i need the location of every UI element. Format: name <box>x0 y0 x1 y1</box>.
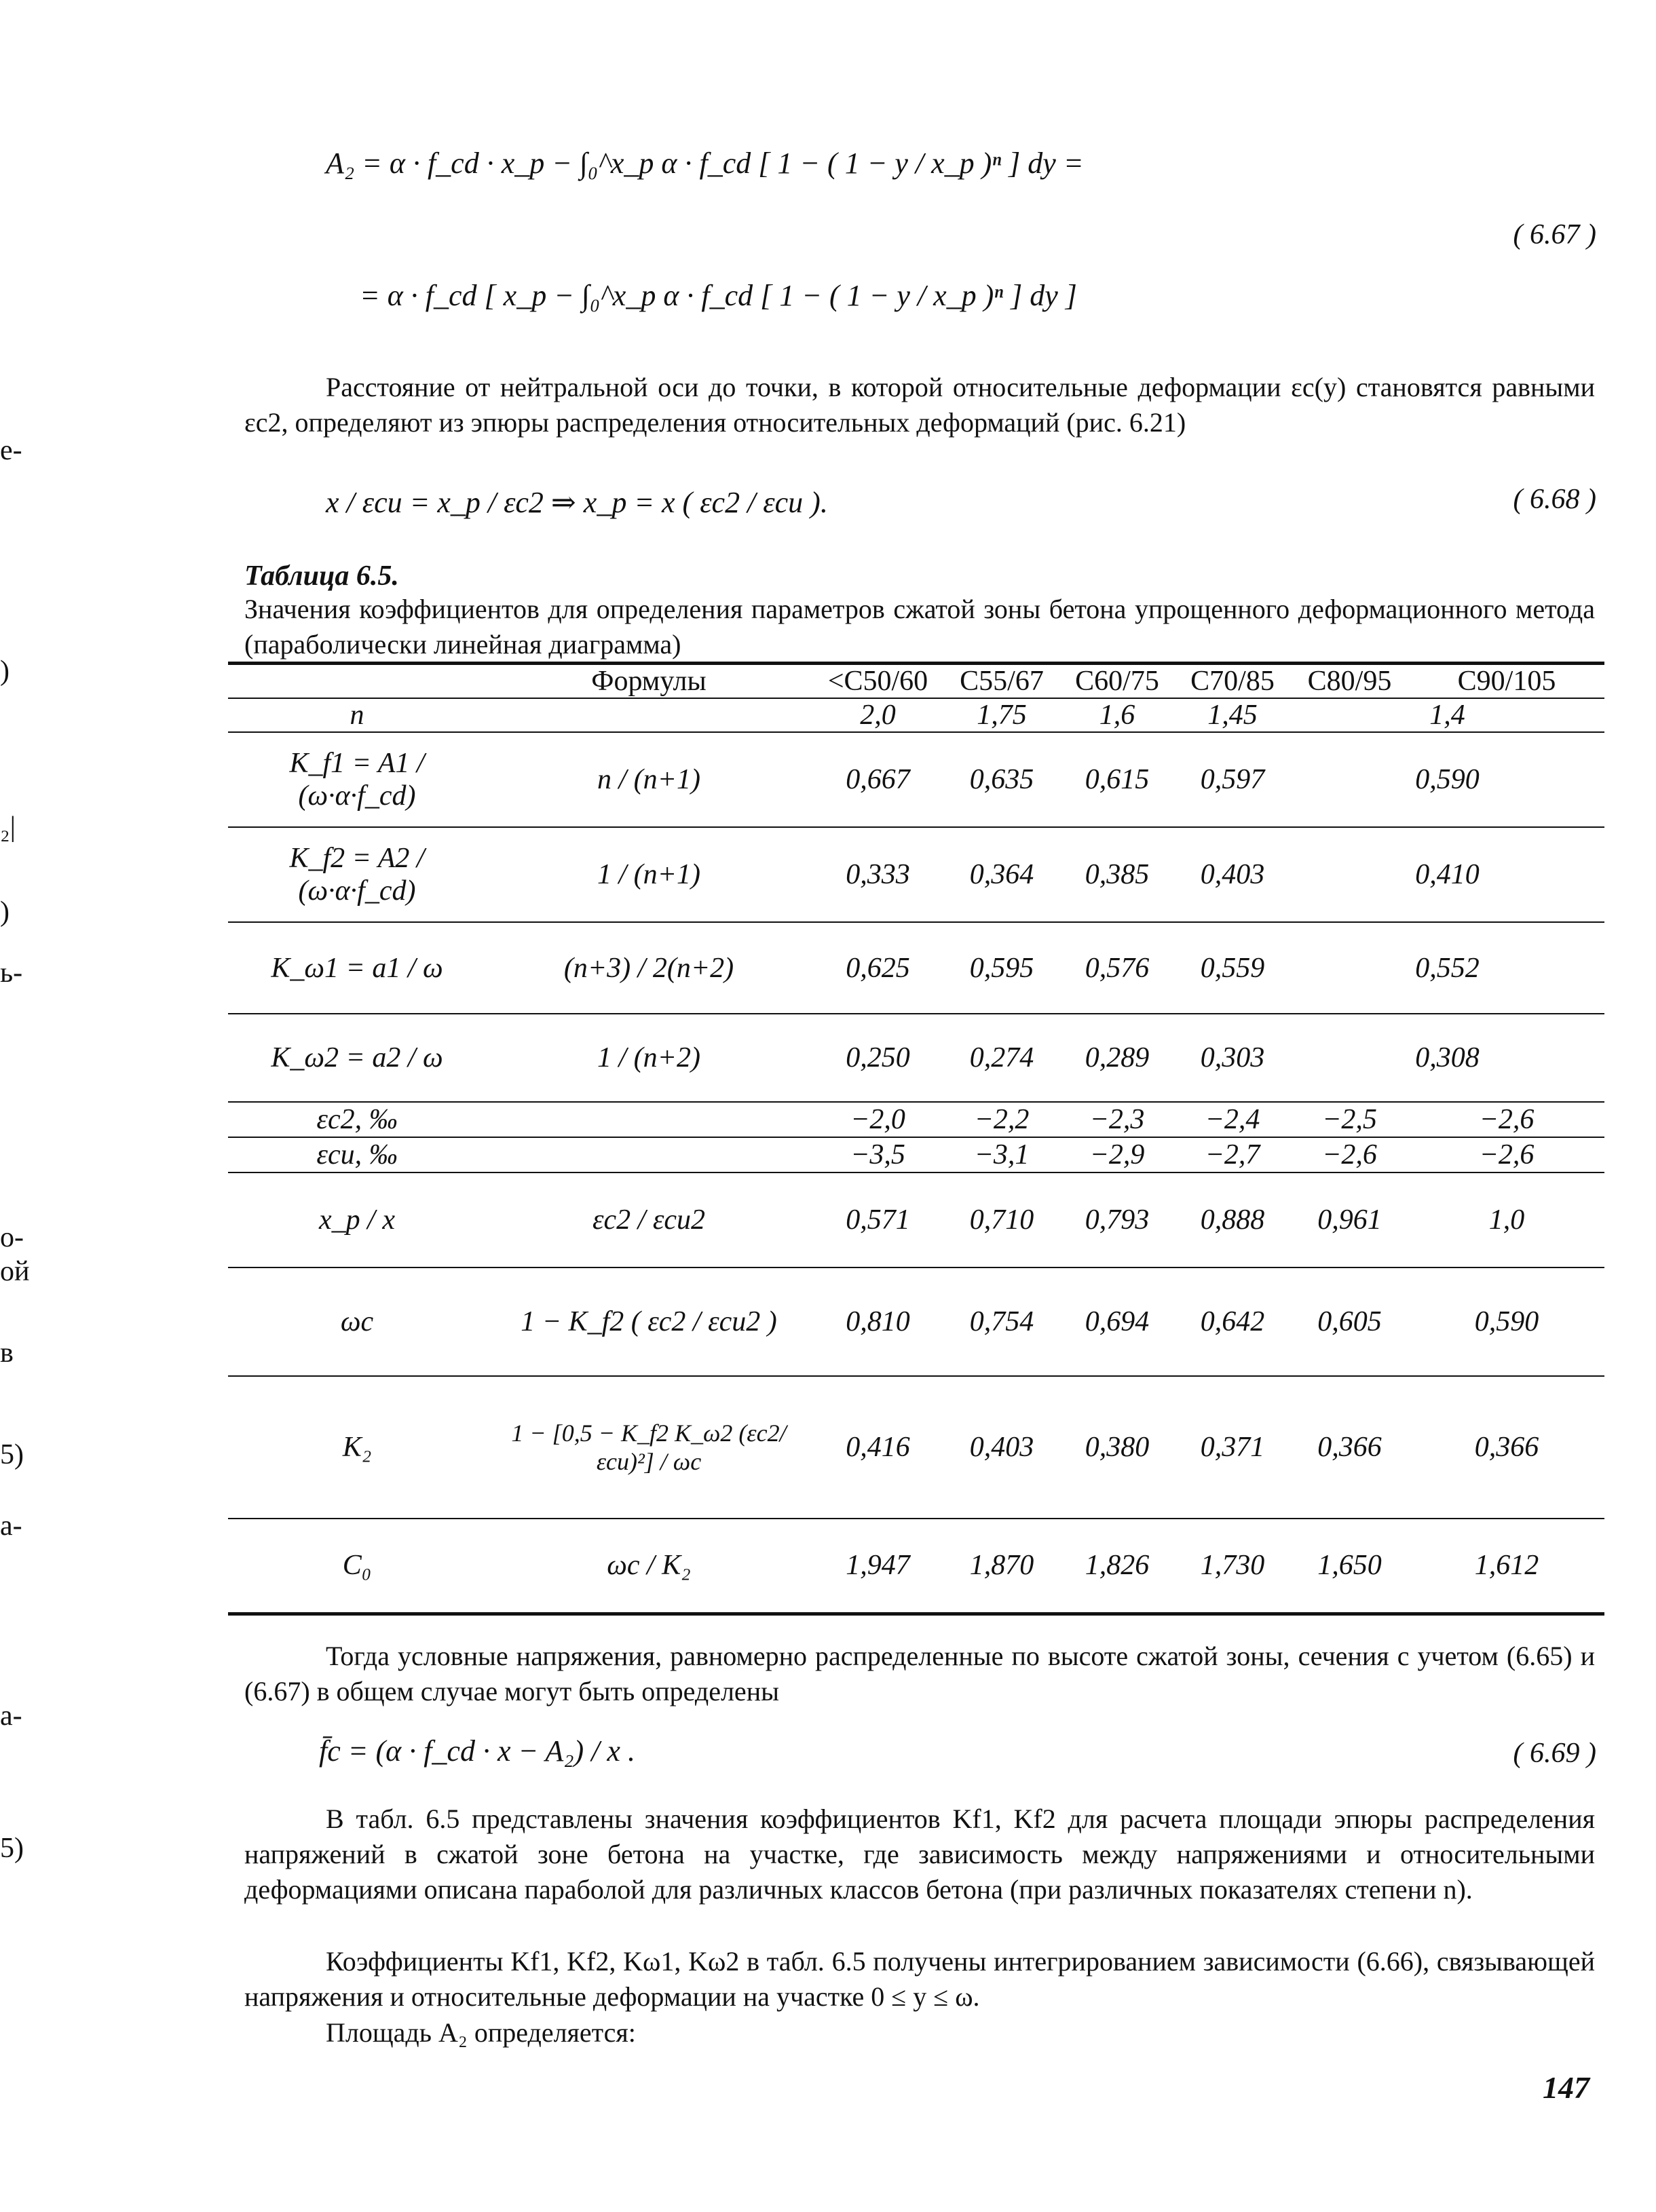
coefficients-table <box>228 662 1604 1616</box>
formula-omega-c: 1 − K_f2 ( εc2 / εcu2 ) <box>486 1267 812 1376</box>
cell-value: 0,754 <box>944 1267 1059 1376</box>
row-label-k2: K₂ <box>228 1376 486 1519</box>
cell-value: 0,961 <box>1290 1172 1409 1267</box>
cell-value: 0,793 <box>1059 1172 1175 1267</box>
cell-value: −2,5 <box>1290 1102 1409 1137</box>
margin-fragment: ь- <box>0 957 23 989</box>
page-number: 147 <box>1543 2070 1589 2105</box>
cell-value: −3,5 <box>812 1137 944 1172</box>
cell-value: −2,4 <box>1175 1102 1290 1137</box>
cell-value: 1,650 <box>1317 1550 1382 1582</box>
cell-value: 0,380 <box>1059 1376 1175 1519</box>
paragraph-table-description: В табл. 6.5 представлены значения коэффициентов Kf1, Kf2 для расчета площади эпюры распределения напряжений в сжатой зоне бетона на участке, где зависимость между напряжениями и относительными деформациями описана параболой для различных классов бетона (при различных показателях степени n). <box>244 1804 1595 1905</box>
margin-fragment: ) <box>0 655 10 687</box>
cell-value: 0,385 <box>1059 827 1175 922</box>
cell-value: 0,642 <box>1175 1267 1290 1376</box>
row-label-eps-c2: εc2, ‰ <box>228 1102 486 1137</box>
paragraph-distance: Расстояние от нейтральной оси до точки, в которой относительные деформации εc(y) становятся равными εc2, определяют из эпюры распределения относительных деформаций (рис. 6.21) <box>244 372 1595 438</box>
cell-value: −2,0 <box>812 1102 944 1137</box>
cell-value: −2,2 <box>944 1102 1059 1137</box>
header-class: C55/67 <box>944 664 1059 699</box>
cell-value: 0,590 <box>1290 732 1604 827</box>
cell-value: 0,333 <box>812 827 944 922</box>
row-label-kf1: K_f1 = A1 / (ω·α·f_cd) <box>228 732 486 827</box>
formula-kw2: 1 / (n+2) <box>486 1014 812 1102</box>
cell-value: 0,595 <box>944 922 1059 1014</box>
row-label-kw1: K_ω1 = a1 / ω <box>228 922 486 1014</box>
margin-fragment: а- <box>0 1510 22 1542</box>
formula-c0: ωc / K₂ <box>607 1550 691 1582</box>
row-label-omega-c: ωc <box>228 1267 486 1376</box>
cell-value: 0,559 <box>1175 922 1290 1014</box>
cell-value: −3,1 <box>944 1137 1059 1172</box>
row-label-xp-x: x_p / x <box>228 1172 486 1267</box>
cell-value: 1,947 <box>846 1550 910 1582</box>
equation-6-67-line-1: A₂ = α · f_cd · x_p − ∫₀^x_p α · f_cd [ 1 − ( 1 − y / x_p )ⁿ ] dy = <box>326 147 1084 180</box>
cell-value: 0,888 <box>1175 1172 1290 1267</box>
formula-kf2: 1 / (n+1) <box>486 827 812 922</box>
cell-value: 0,403 <box>1175 827 1290 922</box>
cell-value: 0,289 <box>1059 1014 1175 1102</box>
row-label-kf2: K_f2 = A2 / (ω·α·f_cd) <box>228 827 486 922</box>
table-caption: Значения коэффициентов для определения параметров сжатой зоны бетона упрощенного деформационного метода (параболически линейная диаграмма) <box>244 594 1595 660</box>
cell-value: −2,7 <box>1175 1137 1290 1172</box>
cell-value: −2,6 <box>1290 1137 1409 1172</box>
cell-value: −2,9 <box>1059 1137 1175 1172</box>
cell-value: 0,605 <box>1290 1267 1409 1376</box>
cell-value: 0,403 <box>944 1376 1059 1519</box>
margin-fragment: ₂| <box>0 812 16 843</box>
n-value: 1,6 <box>1059 698 1175 732</box>
cell-value: 0,576 <box>1059 922 1175 1014</box>
cell-value: 1,730 <box>1200 1550 1265 1582</box>
n-value: 1,45 <box>1175 698 1290 732</box>
cell-value: 0,615 <box>1059 732 1175 827</box>
cell-value: 0,366 <box>1290 1376 1409 1519</box>
n-value: 2,0 <box>812 698 944 732</box>
cell-value: 0,552 <box>1290 922 1604 1014</box>
formula-kw1: (n+3) / 2(n+2) <box>486 922 812 1014</box>
cell-value: −2,6 <box>1409 1137 1604 1172</box>
cell-value: −2,3 <box>1059 1102 1175 1137</box>
header-class: C60/75 <box>1059 664 1175 699</box>
cell-value: 0,410 <box>1290 827 1604 922</box>
equation-number-6-67: ( 6.67 ) <box>1513 219 1596 250</box>
cell-value: 0,571 <box>812 1172 944 1267</box>
cell-value: 0,274 <box>944 1014 1059 1102</box>
margin-fragment: е- <box>0 435 22 466</box>
equation-number-6-69: ( 6.69 ) <box>1513 1738 1596 1769</box>
cell-value: 0,371 <box>1175 1376 1290 1519</box>
cell-value: 0,416 <box>812 1376 944 1519</box>
equation-6-69: f̄c = (α · f_cd · x − A₂) / x . <box>319 1734 635 1768</box>
n-value: 1,75 <box>944 698 1059 732</box>
formula-kf1: n / (n+1) <box>486 732 812 827</box>
cell-value: 0,694 <box>1059 1267 1175 1376</box>
cell-value: 0,590 <box>1409 1267 1604 1376</box>
cell-value: 0,597 <box>1175 732 1290 827</box>
cell-value: 0,366 <box>1409 1376 1604 1519</box>
cell-value: 0,667 <box>812 732 944 827</box>
table-label: Таблица 6.5. <box>244 560 399 592</box>
row-label-c0: C₀ <box>342 1550 372 1582</box>
margin-fragment: ) <box>0 896 10 928</box>
cell-value: 0,364 <box>944 827 1059 922</box>
row-label-n: n <box>228 698 486 732</box>
formula-xp-x: εc2 / εcu2 <box>486 1172 812 1267</box>
cell-value: 0,625 <box>812 922 944 1014</box>
margin-fragment: о- <box>0 1222 24 1253</box>
row-label-eps-cu: εcu, ‰ <box>228 1137 486 1172</box>
paragraph-coefficients: Коэффициенты Kf1, Kf2, Kω1, Kω2 в табл. 6.5 получены интегрированием зависимости (6.66), связывающей напряжения и относительные деформации на участке 0 ≤ y ≤ ω. <box>244 1946 1595 2012</box>
header-class: C80/95 <box>1290 664 1409 699</box>
cell-value: 1,612 <box>1474 1550 1539 1582</box>
cell-value: 0,308 <box>1290 1014 1604 1102</box>
header-formulas: Формулы <box>486 664 812 699</box>
margin-fragment: в <box>0 1337 14 1369</box>
paragraph-stresses: Тогда условные напряжения, равномерно распределенные по высоте сжатой зоны, сечения с учетом (6.65) и (6.67) в общем случае могут быть определены <box>244 1641 1595 1706</box>
cell-value: 0,810 <box>812 1267 944 1376</box>
n-value: 1,4 <box>1290 698 1604 732</box>
cell-value: 0,303 <box>1175 1014 1290 1102</box>
margin-fragment: а- <box>0 1700 22 1732</box>
cell-value: 1,0 <box>1409 1172 1604 1267</box>
margin-fragment: 5) <box>0 1833 24 1864</box>
margin-fragment: 5) <box>0 1439 24 1470</box>
equation-6-67-line-2: = α · f_cd [ x_p − ∫₀^x_p α · f_cd [ 1 − ( 1 − y / x_p )ⁿ ] dy ] <box>360 279 1077 312</box>
equation-number-6-68: ( 6.68 ) <box>1513 484 1596 515</box>
cell-value: 0,635 <box>944 732 1059 827</box>
cell-value: 0,710 <box>944 1172 1059 1267</box>
cell-value: 1,826 <box>1085 1550 1150 1582</box>
header-class: C70/85 <box>1175 664 1290 699</box>
header-class: C90/105 <box>1409 664 1604 699</box>
margin-fragment: ой <box>0 1256 30 1287</box>
cell-value: 1,870 <box>969 1550 1034 1582</box>
equation-6-68: x / εcu = x_p / εc2 ⇒ x_p = x ( εc2 / εcu ). <box>326 486 828 519</box>
paragraph-area: Площадь A₂ определяется: <box>326 2017 636 2048</box>
row-label-kw2: K_ω2 = a2 / ω <box>228 1014 486 1102</box>
cell-value: 0,250 <box>812 1014 944 1102</box>
cell-value: −2,6 <box>1409 1102 1604 1137</box>
formula-k2: 1 − [0,5 − K_f2 K_ω2 (εc2/εcu)²] / ωc <box>486 1376 812 1519</box>
header-class: <C50/60 <box>812 664 944 699</box>
